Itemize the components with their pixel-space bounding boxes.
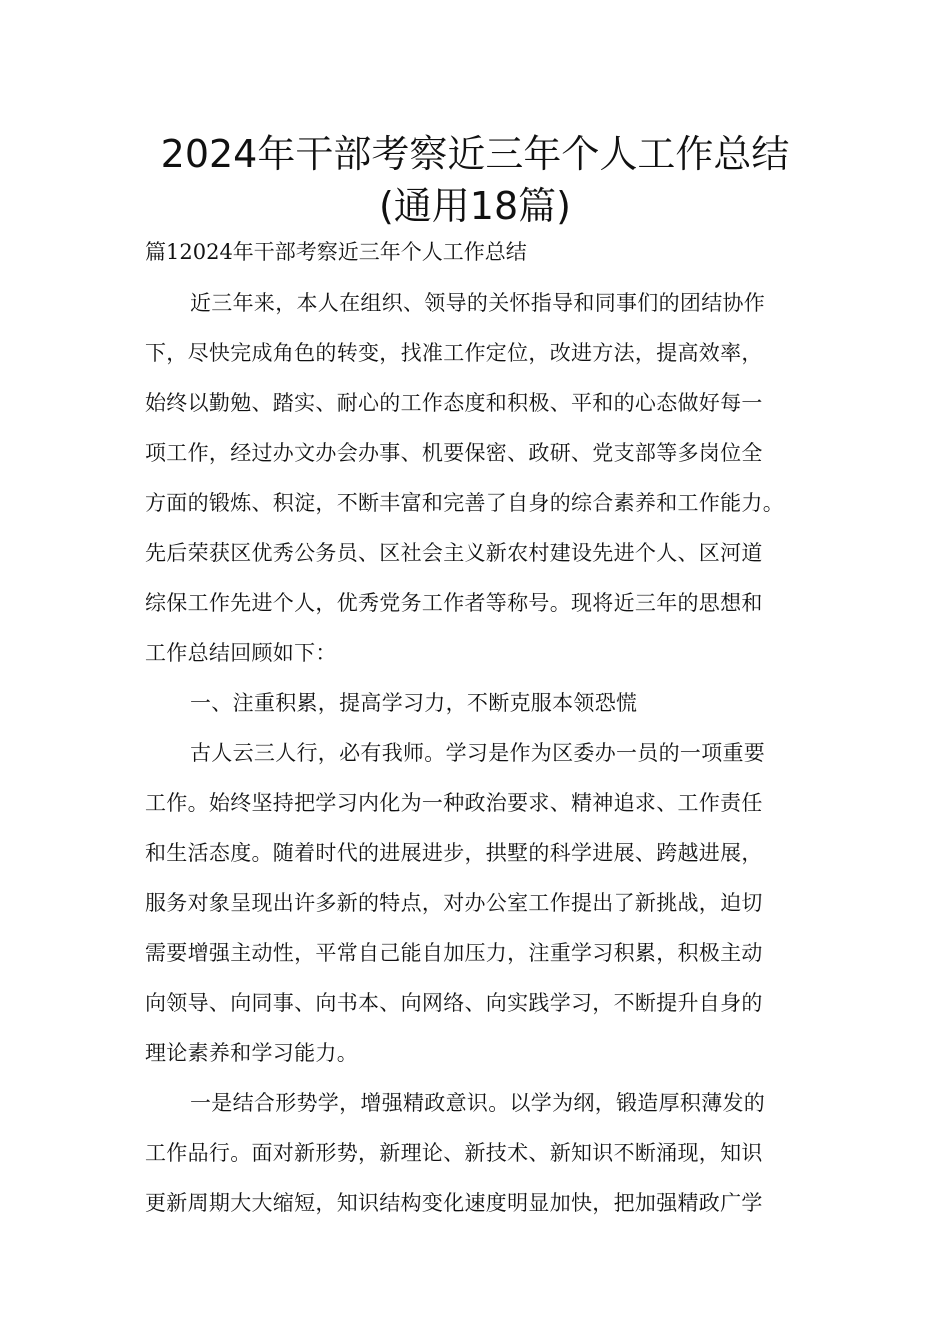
body-line: 需要增强主动性，平常自己能自加压力，注重学习积累，积极主动 <box>145 941 763 965</box>
body-line: 古人云三人行，必有我师。学习是作为区委办一员的一项重要 <box>190 741 766 765</box>
body-line: 工作。始终坚持把学习内化为一种政治要求、精神追求、工作责任 <box>145 791 763 815</box>
body-line: 始终以勤勉、踏实、耐心的工作态度和积极、平和的心态做好每一 <box>145 391 763 415</box>
body-line: 更新周期大大缩短，知识结构变化速度明显加快，把加强精政广学 <box>145 1191 763 1215</box>
body-line: 工作总结回顾如下： <box>145 641 337 665</box>
document-title-line1: 2024年干部考察近三年个人工作总结 <box>160 132 790 176</box>
body-line: 项工作，经过办文办会办事、机要保密、政研、党支部等多岗位全 <box>145 441 763 465</box>
body-line: 一是结合形势学，增强精政意识。以学为纲，锻造厚积薄发的 <box>190 1091 766 1115</box>
body-line: 下，尽快完成角色的转变，找准工作定位，改进方法，提高效率， <box>145 341 763 365</box>
body-line: 理论素养和学习能力。 <box>145 1041 358 1065</box>
body-line: 和生活态度。随着时代的进展进步，拱墅的科学进展、跨越进展， <box>145 841 763 865</box>
body-line: 综保工作先进个人，优秀党务工作者等称号。现将近三年的思想和 <box>145 591 763 615</box>
body-line: 先后荣获区优秀公务员、区社会主义新农村建设先进个人、区河道 <box>145 541 763 565</box>
body-line: 服务对象呈现出许多新的特点，对办公室工作提出了新挑战，迫切 <box>145 891 763 915</box>
section-heading: 篇12024年干部考察近三年个人工作总结 <box>145 240 527 264</box>
body-line: 近三年来，本人在组织、领导的关怀指导和同事们的团结协作 <box>190 291 766 315</box>
subsection-heading: 一、注重积累，提高学习力，不断克服本领恐慌 <box>190 691 638 715</box>
body-line: 方面的锻炼、积淀，不断丰富和完善了自身的综合素养和工作能力。 <box>145 491 784 515</box>
body-line: 向领导、向同事、向书本、向网络、向实践学习，不断提升自身的 <box>145 991 763 1015</box>
document-title-line2: (通用18篇) <box>378 184 571 228</box>
body-line: 工作品行。面对新形势，新理论、新技术、新知识不断涌现，知识 <box>145 1141 763 1165</box>
